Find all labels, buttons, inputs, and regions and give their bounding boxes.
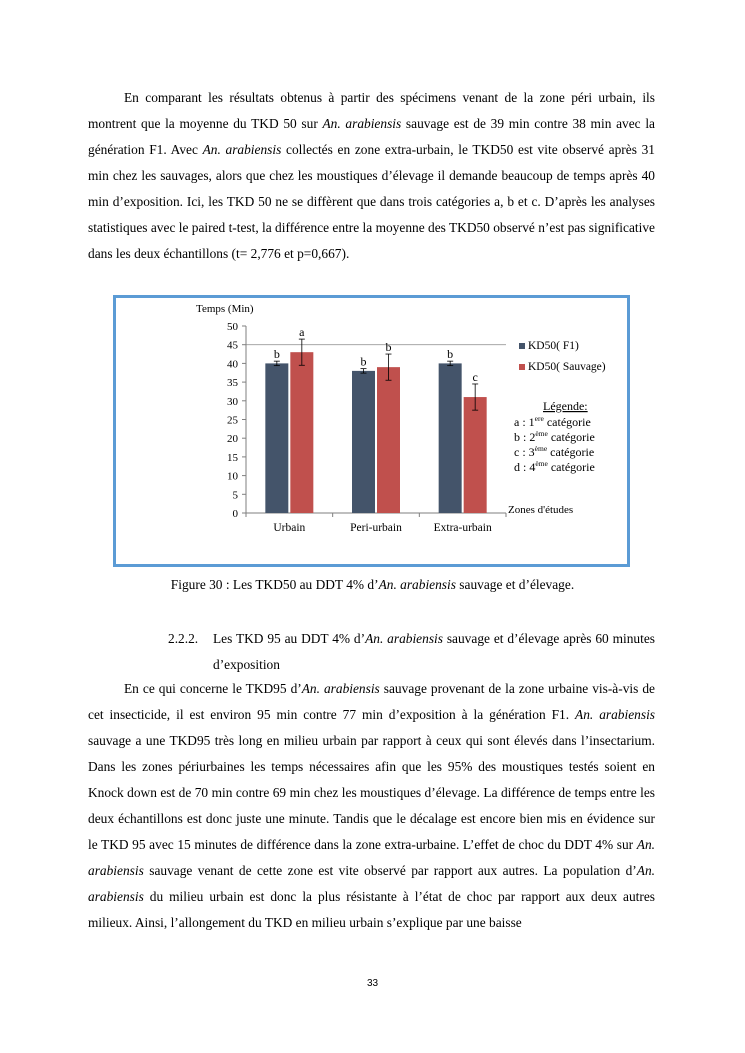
section-number: 2.2.2. [168, 631, 199, 646]
legend-note: c : 3ème catégorie [514, 444, 595, 459]
significance-letter: b [385, 340, 392, 355]
legend-note: d : 4ème catégorie [514, 459, 595, 474]
x-tick-label: Extra-urbain [433, 522, 492, 534]
x-tick-label: Peri-urbain [350, 522, 402, 534]
y-tick-label: 0 [232, 508, 238, 520]
x-tick-label: Urbain [273, 522, 306, 534]
y-tick-label: 15 [227, 451, 238, 464]
y-tick-label: 25 [227, 414, 238, 427]
y-tick-label: 45 [227, 339, 238, 352]
section-title: Les TKD 95 au DDT 4% d’An. arabiensis sauvage et d’élevage après 60 minutes d’exposition [213, 631, 655, 672]
significance-letter: c [472, 369, 478, 384]
legend-note: b : 2ème catégorie [514, 429, 595, 444]
y-tick-label: 50 [227, 321, 238, 333]
section-heading-2-2-2 [168, 626, 655, 678]
significance-letter: b [273, 347, 280, 362]
legend-notes-title: Légende: [543, 399, 588, 413]
y-tick-label: 10 [227, 470, 238, 483]
page-number: 33 [366, 978, 379, 989]
paragraph-tkd95-results: En ce qui concerne le TKD95 d’An. arabiensis sauvage provenant de la zone urbaine vis-à-vis de cet insecticide, il est environ 95 min contre 77 min d’exposition à la génération F1. An. arabiensis sauvage a une TKD95 très long en milieu urbain par rapport à ceux qui sont élevés dans l’insectarium. Dans les zones périurbaines les temps nécessaires afin que les 95% des moustiques testés soient en Knock down est de 70 min contre 69 min chez les moustiques d’élevage. La différence de temps entre les deux échantillons est donc juste une minute. Tandis que le décalage est encore bien mis en évidence sur le TKD 95 avec 15 minutes de différence dans la zone extra-urbaine. L’effet de choc du DDT 4% sur An. arabiensis sauvage venant de cette zone est vite observé par rapport aux autres. La population d’An. arabiensis du milieu urbain est donc la plus résistante à l’état de choc par rapport aux deux autres milieux. Ainsi, l’allongement du TKD en milieu urbain s’explique par une baisse [88, 681, 655, 930]
y-tick-label: 40 [227, 358, 238, 371]
significance-letter: a [299, 325, 305, 340]
bar-f1 [439, 363, 462, 513]
bar-sauvage [377, 367, 400, 513]
x-axis-title: Zones d'études [508, 504, 574, 516]
y-tick-label: 20 [227, 433, 238, 446]
figure-30-chart-frame [113, 295, 630, 567]
figure-caption: Figure 30 : Les TKD50 au DDT 4% d’An. arabiensis sauvage et d’élevage. [170, 577, 575, 592]
legend-note: a : 1ere catégorie [514, 414, 591, 429]
legend-swatch [519, 343, 525, 349]
y-tick-label: 5 [232, 489, 238, 502]
paragraph-tkd50-results: En comparant les résultats obtenus à partir des spécimens venant de la zone péri urbain, ils montrent que la moyenne du TKD 50 sur An. arabiensis sauvage est de 39 min contre 38 min avec la génération F1. Avec An. arabiensis collectés en zone extra-urbain, le TKD50 est vite observé après 31 min chez les sauvages, alors que chez les moustiques d’élevage il demande beaucoup de temps après 40 min d’exposition. Ici, les TKD 50 ne se diffèrent que dans trois catégories a, b et c. D’après les analyses statistiques avec le paired t-test, la différence entre la moyenne des TKD50 observé n’est pas significative dans les deux échantillons (t= 2,776 et p=0,667). [88, 90, 655, 261]
bar-f1 [352, 371, 375, 513]
significance-letter: b [360, 354, 367, 369]
bar-f1 [265, 363, 288, 513]
tkd50-bar-chart [116, 298, 627, 564]
bar-sauvage [464, 397, 487, 513]
y-axis-title: Temps (Min) [196, 303, 254, 315]
legend-swatch [519, 364, 525, 370]
legend-entry: KD50( Sauvage) [528, 361, 606, 373]
y-tick-label: 35 [227, 377, 238, 390]
legend-entry: KD50( F1) [528, 340, 579, 352]
y-tick-label: 30 [227, 395, 238, 408]
significance-letter: b [447, 347, 454, 362]
bar-sauvage [290, 352, 313, 513]
